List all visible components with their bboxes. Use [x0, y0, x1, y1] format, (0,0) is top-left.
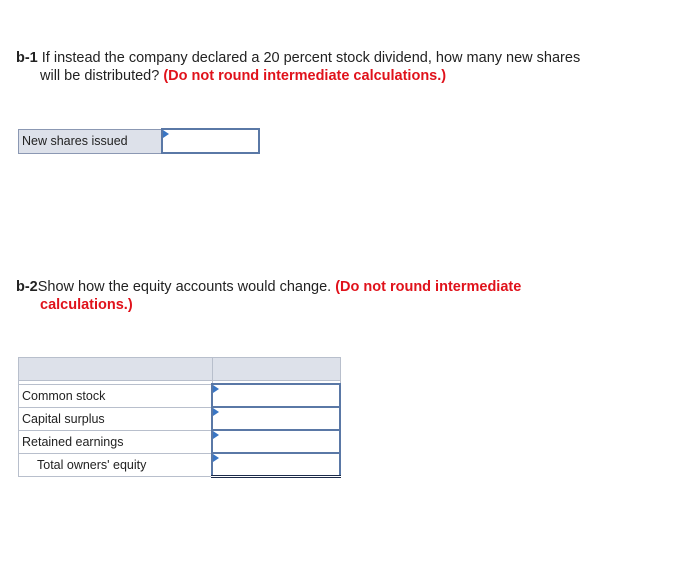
new-shares-input[interactable]: [163, 130, 258, 152]
question-b1-text-cont: will be distributed?: [40, 68, 164, 84]
table-row: [19, 129, 260, 153]
retained-earnings-label: Retained earnings: [19, 430, 213, 453]
common-stock-input-cell[interactable]: [212, 384, 340, 407]
retained-earnings-input-cell[interactable]: [212, 430, 340, 453]
capital-surplus-input[interactable]: [213, 408, 339, 429]
new-shares-label: New shares issued: [19, 129, 163, 153]
input-marker-icon: [163, 130, 169, 138]
table-row: [19, 453, 341, 477]
retained-earnings-input[interactable]: [213, 431, 339, 452]
question-b1-label: b-1: [16, 50, 38, 66]
question-b1: [16, 49, 656, 85]
capital-surplus-input-cell[interactable]: [212, 407, 340, 430]
total-equity-label: Total owners' equity: [19, 453, 213, 477]
question-b2-note: (Do not round intermediate: [335, 279, 522, 295]
common-stock-label: Common stock: [19, 384, 213, 407]
question-b2-text: Show how the equity accounts would change.: [37, 279, 336, 295]
question-b2-label: b-2: [16, 279, 38, 295]
input-marker-icon: [213, 454, 219, 462]
header-cell-right: [212, 358, 340, 381]
total-equity-input-cell[interactable]: [212, 453, 340, 477]
input-marker-icon: [213, 385, 219, 393]
table-row: [19, 384, 341, 407]
question-b1-note: (Do not round intermediate calculations.): [163, 68, 447, 84]
total-equity-input[interactable]: [213, 454, 339, 475]
common-stock-input[interactable]: [213, 385, 339, 406]
input-marker-icon: [213, 408, 219, 416]
question-b2: [16, 278, 656, 314]
equity-accounts-table: [18, 357, 341, 478]
header-cell-left: [19, 358, 213, 381]
table-row: [19, 430, 341, 453]
table-row: [19, 407, 341, 430]
table-header-row: [19, 358, 341, 381]
input-marker-icon: [213, 431, 219, 439]
question-b2-note-cont: calculations.): [40, 297, 133, 313]
new-shares-input-cell[interactable]: [162, 129, 259, 153]
new-shares-table: [18, 128, 260, 154]
question-b1-text: If instead the company declared a 20 percent stock dividend, how many new shares: [37, 50, 581, 66]
capital-surplus-label: Capital surplus: [19, 407, 213, 430]
